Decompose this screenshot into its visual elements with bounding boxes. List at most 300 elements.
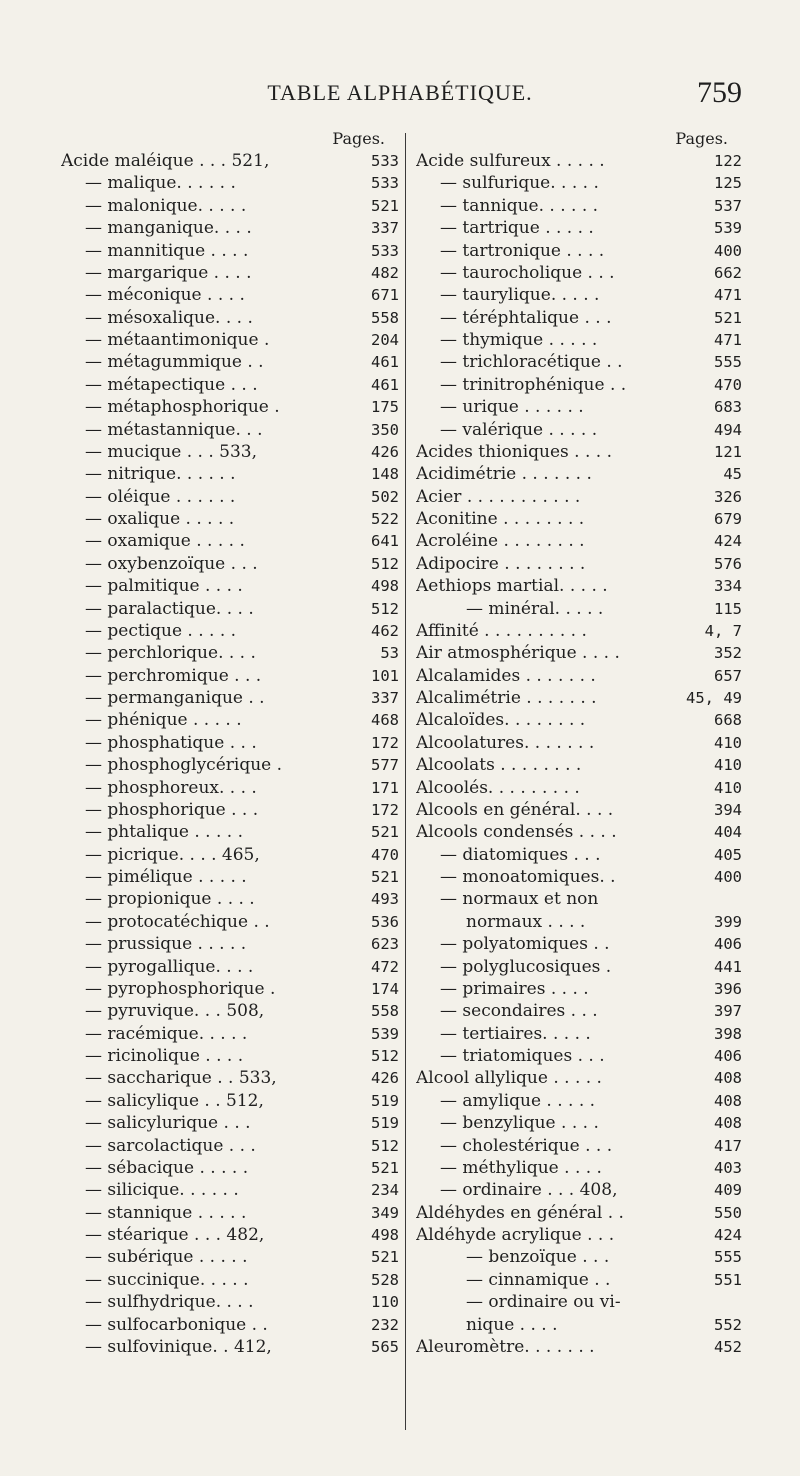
- entry-page: 45: [723, 465, 742, 484]
- entry-page: 558: [371, 308, 399, 327]
- index-entry: [61, 441, 399, 463]
- entry-term: nique . . . .: [466, 1314, 558, 1335]
- entry-page: 502: [371, 487, 399, 506]
- index-entry: [61, 1000, 399, 1022]
- index-entry: [416, 598, 742, 620]
- pages-label-right: Pages.: [675, 129, 728, 148]
- entry-term: — trichloracétique . .: [440, 352, 623, 373]
- entry-term: — métapectique . . .: [85, 374, 258, 395]
- index-entry: [416, 486, 742, 508]
- entry-page: 410: [714, 756, 742, 775]
- entry-page: 398: [714, 1024, 742, 1043]
- index-entry: [61, 172, 399, 194]
- left-entry-list: [61, 150, 399, 1358]
- entry-page: 521: [371, 1248, 399, 1267]
- entry-page: 551: [714, 1270, 742, 1289]
- entry-page: 512: [371, 1136, 399, 1155]
- entry-term: — métagummique . .: [85, 352, 264, 373]
- entry-term: — malique. . . . . .: [85, 173, 236, 194]
- entry-term: — méconique . . . .: [85, 285, 245, 306]
- entry-term: — paralactique. . . .: [85, 598, 254, 619]
- entry-term: — minéral. . . . .: [466, 598, 604, 619]
- entry-page: 671: [371, 286, 399, 305]
- index-entry: [61, 1269, 399, 1291]
- entry-term: — tartronique . . . .: [440, 240, 605, 261]
- entry-page: 470: [371, 845, 399, 864]
- entry-page: 558: [371, 1002, 399, 1021]
- entry-term: — salicylurique . . .: [85, 1113, 251, 1134]
- index-entry: [61, 1246, 399, 1268]
- index-entry: [61, 777, 399, 799]
- index-entry: [416, 1023, 742, 1045]
- entry-page: 641: [371, 532, 399, 551]
- index-entry: [61, 195, 399, 217]
- index-entry: [416, 575, 742, 597]
- entry-term: Alcool allylique . . . . .: [416, 1068, 602, 1089]
- entry-term: — monoatomiques. .: [440, 867, 616, 887]
- entry-term: Aleuromètre. . . . . . .: [416, 1336, 595, 1357]
- index-entry: [61, 1112, 399, 1134]
- entry-page: 424: [714, 1226, 742, 1244]
- index-entry: [416, 240, 742, 262]
- entry-term: — urique . . . . . .: [440, 397, 584, 418]
- index-entry: [61, 396, 399, 418]
- entry-term: — phosphorique . . .: [85, 799, 259, 820]
- entry-term: — polyatomiques . .: [440, 934, 610, 955]
- entry-term: Alcalamides . . . . . . .: [416, 665, 596, 686]
- entry-term: Alcalimétrie . . . . . . .: [416, 688, 597, 708]
- entry-term: — pimélique . . . . .: [85, 867, 247, 887]
- index-entry: [416, 217, 742, 239]
- index-entry: [61, 687, 399, 709]
- entry-term: — phosphatique . . .: [85, 732, 257, 753]
- entry-term: Acroléine . . . . . . . .: [416, 531, 585, 552]
- entry-page: 408: [714, 1069, 742, 1088]
- index-entry: [61, 217, 399, 239]
- entry-term: — picrique. . . . 465,: [85, 844, 260, 865]
- index-entry: [61, 1045, 399, 1067]
- entry-page: 519: [371, 1114, 399, 1133]
- index-entry: [416, 754, 742, 776]
- entry-page: 394: [714, 800, 742, 819]
- entry-page: 409: [714, 1181, 742, 1200]
- index-entry: [61, 956, 399, 978]
- entry-page: 334: [714, 577, 742, 596]
- entry-term: — pyruvique. . . 508,: [85, 1001, 265, 1022]
- entry-term: Acier . . . . . . . . . . .: [416, 486, 581, 507]
- entry-term: — permanganique . .: [85, 688, 265, 708]
- entry-term: — secondaires . . .: [440, 1001, 598, 1022]
- entry-page: 4, 7: [704, 621, 742, 640]
- entry-page: 426: [371, 442, 399, 461]
- entry-term: — nitrique. . . . . .: [85, 464, 236, 485]
- entry-term: — taurocholique . . .: [440, 262, 615, 283]
- entry-page: 175: [371, 398, 399, 417]
- entry-page: 482: [371, 263, 399, 282]
- entry-page: 493: [371, 890, 399, 909]
- index-entry: [61, 419, 399, 441]
- entry-term: Acidimétrie . . . . . . .: [416, 464, 592, 485]
- entry-term: Alcaloïdes. . . . . . . .: [416, 710, 586, 731]
- index-entry: [416, 620, 742, 642]
- index-entry: [416, 777, 742, 799]
- entry-term: — pyrophosphorique .: [85, 978, 276, 999]
- index-entry: [61, 866, 399, 888]
- index-entry: [61, 307, 399, 329]
- index-entry: [61, 329, 399, 351]
- entry-term: Alcools condensés . . . .: [416, 822, 617, 843]
- entry-page: 122: [714, 152, 742, 170]
- entry-term: Aldéhyde acrylique . . .: [416, 1225, 615, 1245]
- entry-page: 533: [371, 241, 399, 260]
- entry-page: 400: [714, 241, 742, 260]
- entry-term: — salicylique . . 512,: [85, 1090, 264, 1111]
- entry-term: — sulfurique. . . . .: [440, 173, 599, 194]
- left-column: [61, 128, 399, 1358]
- index-entry: [61, 709, 399, 731]
- entry-page: 550: [714, 1203, 742, 1222]
- index-entry: [416, 419, 742, 441]
- entry-term: Adipocire . . . . . . . .: [416, 553, 586, 574]
- index-entry: [416, 374, 742, 396]
- index-entry: [61, 1135, 399, 1157]
- index-entry: [61, 508, 399, 530]
- entry-term: — sulfocarbonique . .: [85, 1314, 268, 1335]
- entry-page: 662: [714, 263, 742, 282]
- index-entry: [416, 844, 742, 866]
- entry-term: — cholestérique . . .: [440, 1135, 613, 1156]
- entry-page: 536: [371, 912, 399, 931]
- index-entry: [416, 553, 742, 575]
- index-entry: [416, 396, 742, 418]
- entry-page: 539: [714, 219, 742, 238]
- entry-term: — stéarique . . . 482,: [85, 1225, 265, 1245]
- index-entry: [61, 284, 399, 306]
- entry-page: 533: [371, 174, 399, 193]
- index-entry: [61, 844, 399, 866]
- index-entry: [61, 911, 399, 933]
- entry-page: 232: [371, 1315, 399, 1334]
- entry-term: — tartrique . . . . .: [440, 218, 594, 239]
- entry-term: — manganique. . . .: [85, 218, 252, 239]
- entry-page: 121: [714, 442, 742, 461]
- entry-term: — méthylique . . . .: [440, 1157, 602, 1178]
- entry-term: — prussique . . . . .: [85, 934, 247, 955]
- entry-term: — métaantimonique .: [85, 330, 270, 350]
- entry-term: — oléique . . . . . .: [85, 486, 236, 507]
- entry-term: — succinique. . . . .: [85, 1269, 249, 1290]
- index-entry: [61, 351, 399, 373]
- entry-page: 410: [714, 733, 742, 752]
- entry-term: — trinitrophénique . .: [440, 374, 627, 395]
- entry-page: 441: [714, 957, 742, 976]
- entry-page: 417: [714, 1136, 742, 1155]
- entry-page: 171: [371, 778, 399, 797]
- index-entry: [416, 530, 742, 552]
- entry-page: 204: [371, 331, 399, 349]
- entry-term: — oxybenzoïque . . .: [85, 553, 258, 574]
- entry-term: — phosphoglycérique .: [85, 755, 283, 776]
- entry-term: — mésoxalique. . . .: [85, 307, 253, 328]
- entry-page: 576: [714, 554, 742, 573]
- index-entry: [61, 374, 399, 396]
- entry-term: Affinité . . . . . . . . . .: [416, 620, 587, 641]
- entry-page: 408: [714, 1091, 742, 1110]
- entry-page: 533: [371, 152, 399, 170]
- entry-term: — saccharique . . 533,: [85, 1068, 277, 1089]
- entry-term: — sébacique . . . . .: [85, 1157, 249, 1178]
- index-entry: [61, 665, 399, 687]
- index-entry: [416, 1090, 742, 1112]
- entry-page: 555: [714, 353, 742, 372]
- entry-term: Aconitine . . . . . . . .: [416, 509, 585, 529]
- entry-page: 115: [714, 599, 742, 618]
- entry-page: 521: [714, 308, 742, 327]
- index-entry: [416, 1314, 742, 1336]
- index-entry: [416, 1202, 742, 1224]
- entry-term: — triatomiques . . .: [440, 1046, 605, 1066]
- entry-page: 657: [714, 666, 742, 685]
- entry-page: 326: [714, 487, 742, 506]
- entry-term: — stannique . . . . .: [85, 1202, 247, 1223]
- entry-term: — pectique . . . . .: [85, 620, 237, 641]
- index-entry: [61, 642, 399, 664]
- index-entry: [416, 866, 742, 888]
- entry-page: 471: [714, 286, 742, 305]
- entry-page: 498: [371, 577, 399, 596]
- entry-page: 461: [371, 353, 399, 372]
- entry-page: 396: [714, 979, 742, 998]
- entry-term: Air atmosphérique . . . .: [416, 643, 620, 664]
- entry-term: Alcoolatures. . . . . . .: [416, 732, 595, 753]
- entry-page: 521: [371, 1158, 399, 1177]
- index-entry: [61, 732, 399, 754]
- entry-term: Aldéhydes en général . .: [416, 1202, 624, 1223]
- entry-page: 174: [371, 979, 399, 998]
- index-entry: [61, 1336, 399, 1358]
- index-entry: [416, 799, 742, 821]
- entry-page: 555: [714, 1248, 742, 1267]
- index-entry: [61, 530, 399, 552]
- entry-page: 110: [371, 1293, 399, 1312]
- index-entry: [61, 1090, 399, 1112]
- entry-page: 399: [714, 912, 742, 931]
- entry-page: 410: [714, 778, 742, 797]
- entry-page: 539: [371, 1024, 399, 1043]
- entry-term: — phénique . . . . .: [85, 710, 242, 731]
- index-entry: [61, 620, 399, 642]
- entry-page: 468: [371, 711, 399, 730]
- entry-page: 452: [714, 1337, 742, 1356]
- index-entry: [416, 821, 742, 843]
- entry-page: 512: [371, 599, 399, 618]
- entry-page: 462: [371, 621, 399, 640]
- page-number: 759: [697, 76, 742, 109]
- entry-page: 349: [371, 1203, 399, 1222]
- entry-term: — valérique . . . . .: [440, 419, 598, 440]
- index-entry: [61, 1224, 399, 1246]
- index-entry: [61, 262, 399, 284]
- entry-term: Acide sulfureux . . . . .: [416, 151, 605, 171]
- entry-page: 350: [371, 420, 399, 439]
- entry-page: 522: [371, 510, 399, 528]
- entry-term: — ricinolique . . . .: [85, 1046, 244, 1066]
- index-entry: [61, 754, 399, 776]
- entry-term: — sulfhydrique. . . .: [85, 1292, 254, 1313]
- index-entry: [61, 240, 399, 262]
- entry-page: 337: [371, 219, 399, 238]
- index-entry: [416, 508, 742, 530]
- entry-page: 53: [380, 644, 399, 663]
- entry-page: 352: [714, 644, 742, 663]
- entry-page: 426: [371, 1069, 399, 1088]
- entry-term: — sarcolactique . . .: [85, 1135, 256, 1156]
- entry-page: 623: [371, 935, 399, 954]
- entry-page: 400: [714, 868, 742, 886]
- entry-page: 461: [371, 375, 399, 394]
- index-entry: [416, 1000, 742, 1022]
- index-entry: [61, 486, 399, 508]
- index-entry: [416, 172, 742, 194]
- entry-term: — protocatéchique . .: [85, 911, 270, 932]
- entry-term: — benzylique . . . .: [440, 1113, 599, 1134]
- index-entry: [416, 463, 742, 485]
- entry-term: — subérique . . . . .: [85, 1247, 248, 1268]
- entry-term: — margarique . . . .: [85, 262, 252, 283]
- index-entry: [61, 553, 399, 575]
- entry-page: 424: [714, 532, 742, 551]
- index-entry: [416, 933, 742, 955]
- entry-page: 45, 49: [686, 689, 742, 707]
- entry-term: — thymique . . . . .: [440, 330, 598, 350]
- entry-page: 683: [714, 398, 742, 417]
- entry-page: 172: [371, 733, 399, 752]
- entry-term: — ordinaire ou vi-: [466, 1292, 621, 1313]
- entry-term: Acide maléique . . . 521,: [61, 151, 270, 171]
- index-entry: [416, 441, 742, 463]
- entry-term: Aethiops martial. . . . .: [416, 576, 608, 597]
- column-divider: [405, 133, 406, 1430]
- entry-page: 521: [371, 868, 399, 886]
- index-entry: [61, 463, 399, 485]
- index-entry: [61, 888, 399, 910]
- entry-page: 405: [714, 845, 742, 864]
- index-entry: [416, 1135, 742, 1157]
- entry-page: 537: [714, 196, 742, 215]
- entry-term: — normaux et non: [440, 889, 599, 910]
- entry-page: 406: [714, 935, 742, 954]
- index-entry: [416, 1269, 742, 1291]
- index-entry: [61, 978, 399, 1000]
- index-entry: [61, 150, 399, 172]
- index-entry: [416, 195, 742, 217]
- index-entry: [61, 1157, 399, 1179]
- index-entry: [61, 575, 399, 597]
- entry-page: 470: [714, 375, 742, 394]
- index-entry: [416, 687, 742, 709]
- entry-page: 512: [371, 554, 399, 573]
- right-column: [416, 128, 742, 1358]
- entry-term: — racémique. . . . .: [85, 1023, 248, 1044]
- entry-term: — mucique . . . 533,: [85, 441, 258, 462]
- entry-term: — propionique . . . .: [85, 889, 255, 910]
- entry-page: 528: [371, 1270, 399, 1289]
- entry-page: 519: [371, 1091, 399, 1110]
- entry-term: — phosphoreux. . . .: [85, 777, 257, 798]
- entry-term: — téréphtalique . . .: [440, 307, 612, 328]
- entry-term: Alcools en général. . . .: [416, 799, 614, 820]
- entry-page: 408: [714, 1114, 742, 1133]
- index-entry: [61, 1179, 399, 1201]
- entry-page: 512: [371, 1047, 399, 1065]
- pages-label-left: Pages.: [332, 129, 385, 148]
- index-entry: [61, 933, 399, 955]
- index-entry: [416, 262, 742, 284]
- index-entry: [416, 1045, 742, 1067]
- index-entry: [416, 1291, 742, 1313]
- index-entry: [61, 1291, 399, 1313]
- index-entry: [61, 1314, 399, 1336]
- entry-term: — malonique. . . . .: [85, 195, 247, 216]
- index-entry: [416, 1157, 742, 1179]
- index-entry: [416, 642, 742, 664]
- index-entry: [416, 351, 742, 373]
- entry-term: — cinnamique . .: [466, 1269, 611, 1290]
- entry-term: — sulfovinique. . 412,: [85, 1336, 272, 1357]
- entry-term: — oxamique . . . . .: [85, 531, 245, 552]
- entry-term: — benzoïque . . .: [466, 1247, 610, 1268]
- entry-page: 125: [714, 174, 742, 193]
- entry-page: 148: [371, 465, 399, 484]
- index-entry: [416, 1112, 742, 1134]
- entry-page: 552: [714, 1315, 742, 1334]
- entry-term: — ordinaire . . . 408,: [440, 1180, 618, 1201]
- entry-term: — tannique. . . . . .: [440, 195, 599, 216]
- entry-page: 668: [714, 711, 742, 730]
- index-entry: [416, 329, 742, 351]
- index-entry: [61, 799, 399, 821]
- entry-page: 521: [371, 196, 399, 215]
- entry-term: Alcoolats . . . . . . . .: [416, 755, 582, 776]
- entry-term: — taurylique. . . . .: [440, 285, 600, 306]
- index-entry: [61, 821, 399, 843]
- entry-term: — métastannique. . .: [85, 419, 263, 440]
- entry-term: — diatomiques . . .: [440, 844, 601, 865]
- entry-page: 565: [371, 1337, 399, 1356]
- entry-term: — amylique . . . . .: [440, 1090, 596, 1111]
- entry-page: 403: [714, 1158, 742, 1177]
- index-entry: [61, 598, 399, 620]
- entry-term: Alcoolés. . . . . . . . .: [416, 777, 580, 798]
- entry-term: — pyrogallique. . . .: [85, 956, 254, 977]
- entry-page: 471: [714, 331, 742, 349]
- index-entry: [416, 888, 742, 910]
- entry-page: 406: [714, 1047, 742, 1065]
- entry-page: 577: [371, 756, 399, 775]
- entry-page: 397: [714, 1002, 742, 1021]
- entry-term: — tertiaires. . . . .: [440, 1023, 591, 1044]
- entry-term: — mannitique . . . .: [85, 240, 249, 261]
- entry-page: 494: [714, 420, 742, 439]
- entry-term: Acides thioniques . . . .: [416, 441, 612, 462]
- entry-term: normaux . . . .: [466, 911, 586, 932]
- index-entry: [416, 1179, 742, 1201]
- entry-page: 521: [371, 823, 399, 842]
- right-entry-list: [416, 150, 742, 1358]
- entry-term: — perchlorique. . . .: [85, 643, 256, 664]
- running-title: TABLE ALPHABÉTIQUE.: [267, 80, 533, 105]
- entry-page: 234: [371, 1181, 399, 1200]
